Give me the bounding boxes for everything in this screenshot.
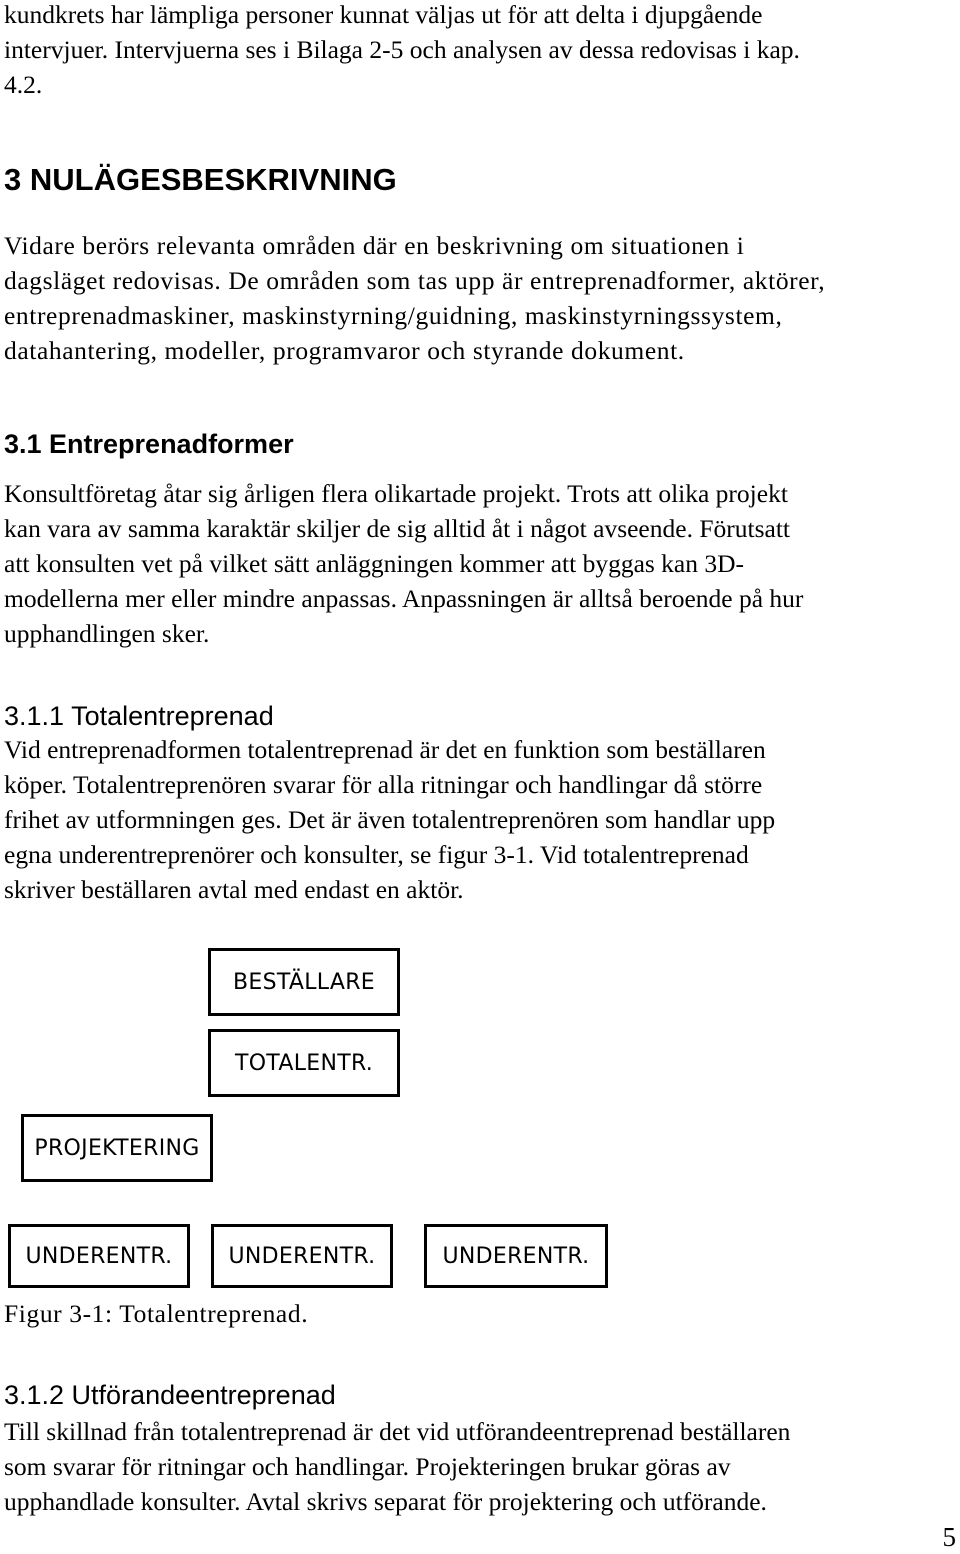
box-label: UNDERENTR. [442, 1243, 590, 1269]
text-line: upphandlingen sker. [4, 619, 210, 648]
section-heading-3-1-1: 3.1.1 Totalentreprenad [4, 701, 274, 731]
text-line: kan vara av samma karaktär skiljer de sig alltid åt i något avseende. Förutsatt [4, 514, 790, 543]
text-line: datahantering, modeller, programvaror och styrande dokument. [4, 336, 685, 365]
box-label: TOTALENTR. [234, 1050, 374, 1076]
text-line: Vidare berörs relevanta områden där en beskrivning om situationen i [4, 231, 745, 260]
box-projektering [21, 1114, 213, 1182]
text-line: modellerna mer eller mindre anpassas. Anpassningen är alltså beroende på hur [4, 584, 804, 613]
box-label: UNDERENTR. [25, 1243, 173, 1269]
section-3-1-1-paragraph [4, 732, 775, 907]
box-label: UNDERENTR. [228, 1243, 376, 1269]
section-heading-3-1: 3.1 Entreprenadformer [4, 429, 294, 459]
section-3-1-2-paragraph [4, 1414, 790, 1519]
box-underentr-1 [8, 1224, 190, 1288]
box-label: PROJEKTERING [34, 1135, 200, 1161]
text-line: Vid entreprenadformen totalentreprenad är det en funktion som beställaren [4, 735, 766, 764]
text-line: köper. Totalentreprenören svarar för alla ritningar och handlingar då större [4, 770, 763, 799]
page-number: 5 [942, 1522, 956, 1552]
section-heading-3-1-2: 3.1.2 Utförandeentreprenad [4, 1380, 336, 1410]
text-line: intervjuer. Intervjuerna ses i Bilaga 2-5 och analysen av dessa redovisas i kap. [4, 35, 800, 64]
text-line: upphandlade konsulter. Avtal skrivs separat för projektering och utförande. [4, 1487, 767, 1516]
text-line: Konsultföretag åtar sig årligen flera olikartade projekt. Trots att olika projekt [4, 479, 788, 508]
box-underentr-3 [424, 1224, 608, 1288]
text-line: kundkrets har lämpliga personer kunnat väljas ut för att delta i djupgående [4, 0, 763, 29]
section-3-1-paragraph [4, 476, 803, 651]
text-line: att konsulten vet på vilket sätt anläggningen kommer att byggas kan 3D- [4, 549, 745, 578]
text-line: frihet av utformningen ges. Det är även totalentreprenören som handlar upp [4, 805, 776, 834]
text-line: entreprenadmaskiner, maskinstyrning/guidning, maskinstyrningssystem, [4, 301, 783, 330]
box-totalentr [208, 1029, 400, 1097]
text-line: som svarar för ritningar och handlingar. Projekteringen brukar göras av [4, 1452, 731, 1481]
text-line: egna underentreprenörer och konsulter, se figur 3-1. Vid totalentreprenad [4, 840, 749, 869]
box-underentr-2 [211, 1224, 393, 1288]
text-line: Till skillnad från totalentreprenad är det vid utförandeentreprenad beställaren [4, 1417, 791, 1446]
text-line: skriver beställaren avtal med endast en aktör. [4, 875, 464, 904]
box-label: BESTÄLLARE [233, 969, 375, 995]
figure-3-1-diagram [0, 940, 620, 1290]
intro-paragraph [4, 0, 800, 102]
box-bestallare [208, 948, 400, 1016]
section-3-paragraph [4, 228, 825, 368]
text-line: dagsläget redovisas. De områden som tas upp är entreprenadformer, aktörer, [4, 266, 826, 295]
text-line: 4.2. [4, 70, 43, 99]
figure-caption: Figur 3-1: Totalentreprenad. [4, 1299, 309, 1328]
section-heading-3: 3 NULÄGESBESKRIVNING [4, 162, 397, 197]
